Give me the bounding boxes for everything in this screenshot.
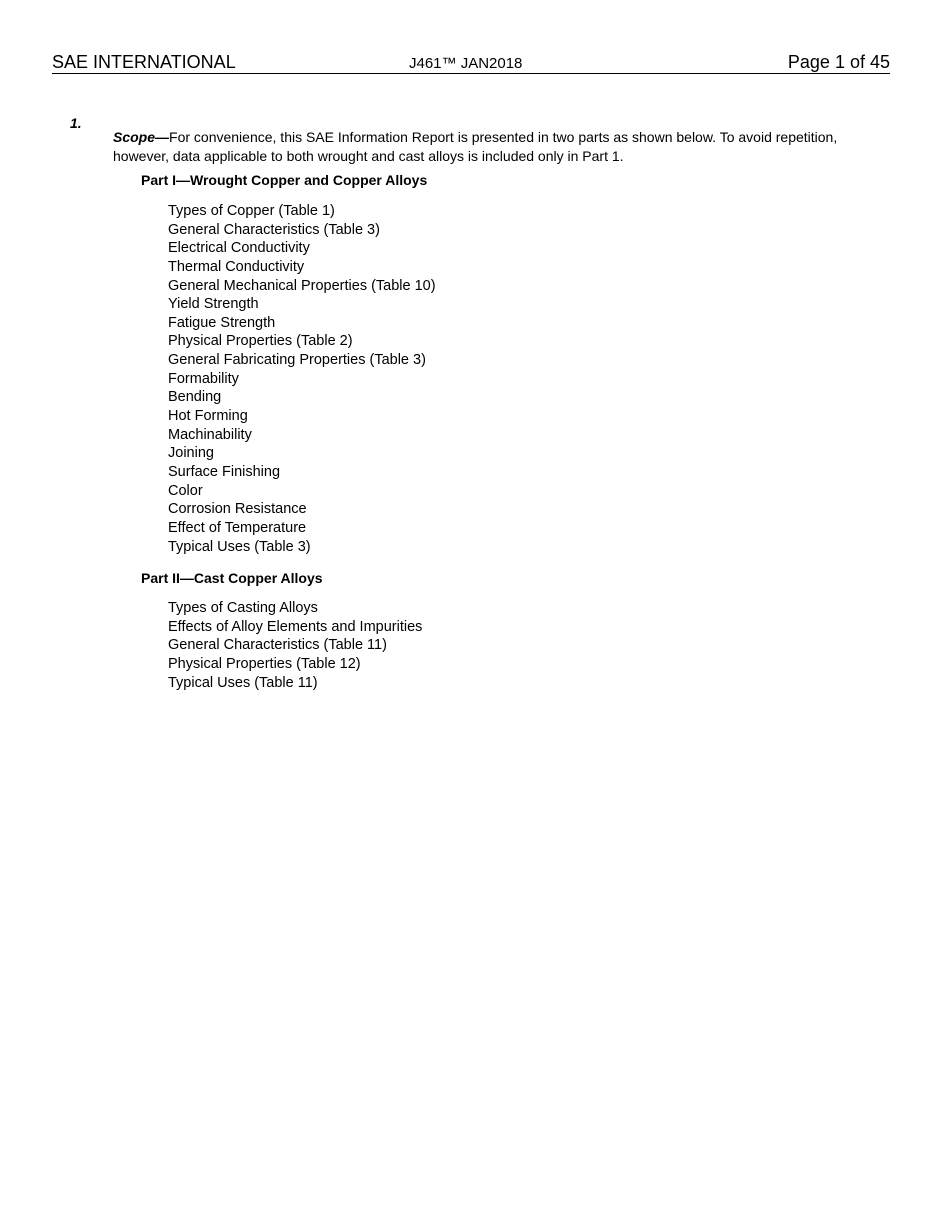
header-document-id: J461™ JAN2018 bbox=[409, 55, 523, 72]
list-item: Physical Properties (Table 2) bbox=[168, 333, 353, 350]
list-item: Corrosion Resistance bbox=[168, 501, 307, 518]
scope-text: For convenience, this SAE Information Report is presented in two parts as shown below. To avoid repetition, however, data applicable to both wrought and cast alloys is included only in Part 1. bbox=[113, 129, 838, 164]
list-item: Color bbox=[168, 482, 203, 499]
list-item: General Fabricating Properties (Table 3) bbox=[168, 352, 426, 369]
list-item: Types of Copper (Table 1) bbox=[168, 203, 335, 219]
list-item: Joining bbox=[168, 445, 214, 462]
list-item: Types of Casting Alloys bbox=[168, 600, 318, 616]
part1-heading: Part I—Wrought Copper and Copper Alloys bbox=[141, 172, 428, 188]
list-item: Hot Forming bbox=[168, 408, 248, 425]
list-item: General Characteristics (Table 3) bbox=[168, 221, 380, 238]
list-item: General Characteristics (Table 11) bbox=[168, 637, 387, 654]
list-item: Thermal Conductivity bbox=[168, 258, 305, 275]
list-item: General Mechanical Properties (Table 10) bbox=[168, 277, 436, 294]
list-item: Physical Properties (Table 12) bbox=[168, 655, 361, 672]
header-page-number: Page 1 of 45 bbox=[787, 52, 890, 72]
header-organization: SAE INTERNATIONAL bbox=[52, 52, 236, 72]
list-item: Machinability bbox=[168, 426, 252, 443]
part2-heading: Part II—Cast Copper Alloys bbox=[141, 570, 323, 586]
part2-list bbox=[168, 599, 422, 692]
section-title: Scope— bbox=[113, 129, 170, 145]
list-item: Yield Strength bbox=[168, 296, 259, 313]
list-item: Surface Finishing bbox=[168, 463, 281, 480]
section-number: 1. bbox=[70, 115, 82, 131]
list-item: Fatigue Strength bbox=[168, 314, 276, 331]
list-item: Effects of Alloy Elements and Impurities bbox=[168, 618, 423, 635]
list-item: Bending bbox=[168, 389, 222, 406]
page-header bbox=[52, 52, 890, 74]
list-item: Formability bbox=[168, 370, 239, 387]
scope-paragraph bbox=[113, 128, 870, 166]
list-item: Electrical Conductivity bbox=[168, 240, 310, 257]
list-item: Effect of Temperature bbox=[168, 519, 307, 536]
list-item: Typical Uses (Table 11) bbox=[168, 674, 318, 691]
part1-list bbox=[168, 202, 436, 556]
list-item: Typical Uses (Table 3) bbox=[168, 538, 311, 555]
